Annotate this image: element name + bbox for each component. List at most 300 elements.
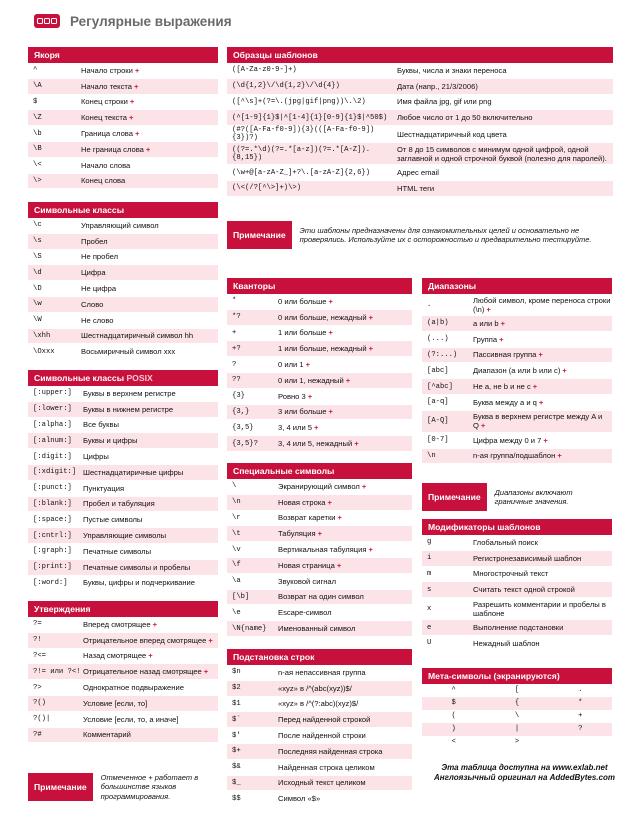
row-description xyxy=(83,387,218,399)
table-row xyxy=(422,636,612,652)
table-row xyxy=(422,620,612,636)
section-anchors xyxy=(28,47,218,189)
table-row xyxy=(227,558,412,574)
table-row xyxy=(227,665,412,681)
row-description xyxy=(278,327,412,339)
row-description-text: Именованный символ xyxy=(278,624,356,634)
table-row xyxy=(422,348,612,364)
row-description-text: Буквы в верхнем регистре xyxy=(83,388,176,398)
meta-char: + xyxy=(578,712,583,720)
section-patterns xyxy=(227,47,613,197)
plus-marker: + xyxy=(486,304,491,314)
row-key: \N{name} xyxy=(232,624,267,633)
row-description xyxy=(81,330,218,342)
table-row xyxy=(28,576,218,592)
note-plus xyxy=(28,773,218,801)
plus-marker: + xyxy=(337,513,342,523)
table-row xyxy=(227,744,412,760)
table-row xyxy=(28,449,218,465)
row-key: . xyxy=(427,300,432,309)
table-row xyxy=(227,590,412,606)
row-description-text: Новая строка xyxy=(278,497,326,507)
row-key: [:xdigit:] xyxy=(33,468,77,477)
row-description-text: Не граница слова xyxy=(81,144,144,154)
row-description-text: Цифра xyxy=(81,268,106,278)
row-key: \D xyxy=(33,284,42,293)
row-key: ?# xyxy=(33,730,42,739)
row-key: ?()| xyxy=(33,715,51,724)
row-key: (\w+@[a-zA-Z_]+?\.[a-zA-Z]{2,6}) xyxy=(232,168,371,177)
row-description-text: Глобальный поиск xyxy=(473,537,538,547)
section-title: Мета-символы (экранируются) xyxy=(422,668,612,684)
row-key: \A xyxy=(33,82,42,91)
note-ranges xyxy=(422,483,612,511)
row-description-text: Исходный текст целиком xyxy=(278,778,366,788)
row-key: ([A-Za-z0-9-]+) xyxy=(232,66,297,75)
row-description xyxy=(473,349,612,361)
table-row xyxy=(28,512,218,528)
table-row xyxy=(227,436,412,452)
row-description xyxy=(81,112,218,124)
meta-char: \ xyxy=(514,712,520,720)
row-description xyxy=(81,80,218,92)
row-description xyxy=(397,80,613,92)
meta-char: . xyxy=(578,686,583,694)
meta-char: ? xyxy=(549,723,612,736)
row-description xyxy=(473,411,612,432)
row-description-text: Граница слова xyxy=(81,129,133,139)
row-description xyxy=(473,552,612,564)
table-row xyxy=(227,420,412,436)
row-key: (...) xyxy=(427,335,449,344)
row-key: {3} xyxy=(232,392,245,401)
section-assertions xyxy=(28,601,218,743)
row-key: [:graph:] xyxy=(33,547,72,556)
table-row xyxy=(28,696,218,712)
row-description-text: После найденной строки xyxy=(278,731,366,741)
section-ranges xyxy=(422,278,612,464)
row-description xyxy=(278,311,412,323)
row-description-text: «xyz» в /^(abc(xyz))$/ xyxy=(278,683,352,693)
page-title: Регулярные выражения xyxy=(70,13,232,29)
row-key: [:blank:] xyxy=(33,499,72,508)
plus-marker: + xyxy=(328,296,333,306)
row-description xyxy=(83,561,218,573)
table-row xyxy=(227,95,613,111)
row-description-text: Символ «$» xyxy=(278,794,321,804)
row-key: {3,5}? xyxy=(232,439,258,448)
row-description xyxy=(83,682,218,694)
table-row xyxy=(28,265,218,281)
note-text: Эти шаблоны предназначены для ознакомительных целей и основательно не проверялись. Используйте их с осторожностью и предварительно тестируйте. xyxy=(299,225,592,244)
row-description xyxy=(278,528,412,540)
row-description-text: Любой символ, кроме переноса строки (\n) xyxy=(473,295,611,314)
note-label: Примечание xyxy=(28,773,93,801)
row-description xyxy=(81,128,218,140)
row-description-text: Восьмиричный символ xxx xyxy=(81,347,176,357)
row-description xyxy=(397,182,613,194)
row-description-text: Управляющие символы xyxy=(83,531,167,541)
row-description-text: Перед найденной строкой xyxy=(278,715,371,725)
row-key: (\<(/?[^\>]+)\>) xyxy=(232,184,302,193)
row-description-text: Условие [если, то, а иначе] xyxy=(83,714,179,724)
plus-marker: + xyxy=(543,435,548,445)
row-description-text: Пустые символы xyxy=(83,515,143,525)
row-description xyxy=(83,713,218,725)
row-key: \S xyxy=(33,252,42,261)
table-row xyxy=(227,760,412,776)
row-description-text: Регистронезависимый шаблон xyxy=(473,553,582,563)
plus-marker: + xyxy=(305,360,311,370)
row-key: s xyxy=(427,585,432,594)
row-description xyxy=(83,666,218,678)
table-row xyxy=(28,79,218,95)
row-key: ?<= xyxy=(33,651,46,660)
row-description-text: Пробел xyxy=(81,236,108,246)
row-key: ? xyxy=(232,360,237,369)
plus-marker: + xyxy=(145,144,151,154)
row-description xyxy=(397,112,613,124)
row-description xyxy=(397,167,613,179)
row-description-text: Слово xyxy=(81,299,104,309)
table-row xyxy=(28,497,218,513)
section-title-suffix: POSIX xyxy=(126,373,153,383)
table-row xyxy=(28,649,218,665)
row-key: {3,5} xyxy=(232,423,254,432)
row-key: \r xyxy=(232,513,241,522)
section-posix-classes xyxy=(28,370,218,591)
section-title-text: Модификаторы шаблонов xyxy=(428,522,541,532)
row-key: m xyxy=(427,569,432,578)
row-key: *? xyxy=(232,313,241,322)
row-description xyxy=(81,175,218,187)
row-description xyxy=(83,419,218,431)
row-description xyxy=(278,295,412,307)
meta-char: > xyxy=(514,738,520,746)
logo-icon xyxy=(34,14,60,28)
plus-marker: + xyxy=(500,318,506,328)
table-row xyxy=(227,63,613,79)
row-key: e xyxy=(427,623,432,632)
section-title xyxy=(227,649,412,665)
section-title xyxy=(422,519,612,535)
row-description-text: Табуляция xyxy=(278,529,316,539)
row-description xyxy=(278,575,412,587)
table-row xyxy=(227,526,412,542)
row-description-text: Начало слова xyxy=(81,160,131,170)
row-description-text: Нежадный шаблон xyxy=(473,638,540,648)
table-row xyxy=(422,433,612,449)
header xyxy=(34,10,232,32)
row-key: $1 xyxy=(232,699,241,708)
table-row xyxy=(28,560,218,576)
row-key: \d xyxy=(33,268,42,277)
row-description xyxy=(278,666,412,678)
row-key: [:punct:] xyxy=(33,484,72,493)
row-description xyxy=(83,530,218,542)
table-row xyxy=(227,712,412,728)
row-key: \> xyxy=(33,176,42,185)
table-row xyxy=(28,402,218,418)
table-row xyxy=(422,316,612,332)
table-row xyxy=(227,479,412,495)
meta-char: ^ xyxy=(451,686,456,694)
row-description-text: Найденная строка целиком xyxy=(278,762,375,772)
row-description-text: Однократное подвыражение xyxy=(83,683,184,693)
row-key: \v xyxy=(232,545,241,554)
row-description-text: Пробел и табуляция xyxy=(83,499,155,509)
row-description xyxy=(81,283,218,295)
plus-marker: + xyxy=(314,423,319,433)
row-key: [:alpha:] xyxy=(33,420,72,429)
row-key: [:alnum:] xyxy=(33,436,72,445)
row-description xyxy=(81,159,218,171)
row-description xyxy=(83,435,218,447)
row-description-text: Escape-символ xyxy=(278,608,332,618)
row-key: \< xyxy=(33,161,42,170)
row-description-text: Шестнадцатиричный код цвета xyxy=(397,129,507,139)
row-description-text: «xyz» в /^(?:abc)(xyz)$/ xyxy=(278,699,359,709)
row-key: \n xyxy=(232,498,241,507)
row-description xyxy=(397,96,613,108)
table-row xyxy=(28,174,218,190)
table-row xyxy=(28,297,218,313)
row-description-text: Условие [если, то] xyxy=(83,698,148,708)
plus-marker: + xyxy=(345,375,351,385)
row-description-text: Начало строки xyxy=(81,65,133,75)
table-row xyxy=(227,341,412,357)
row-description-text: Печатные символы и пробелы xyxy=(83,562,191,572)
row-description-text: Новая страница xyxy=(278,560,335,570)
row-description-text: Конец слова xyxy=(81,176,126,186)
plus-marker: + xyxy=(336,560,342,570)
row-description xyxy=(278,390,412,402)
row-key: \f xyxy=(232,561,241,570)
row-key: [^abc] xyxy=(427,382,453,391)
row-description xyxy=(81,64,218,76)
meta-grid xyxy=(422,684,612,749)
row-key: ?> xyxy=(33,683,42,692)
row-description-text: Все буквы xyxy=(83,420,119,430)
row-description-text: Не слово xyxy=(81,315,114,325)
table-row xyxy=(227,621,412,637)
row-key: (#?([A-Fa-f0-9]){3}(([A-Fa-f0-9]){3})?) xyxy=(232,126,375,143)
row-description xyxy=(278,623,412,635)
row-description-text: Вперед смотрящее xyxy=(83,619,151,629)
table-row xyxy=(227,605,412,621)
row-description xyxy=(278,422,412,434)
table-row xyxy=(227,373,412,389)
row-description-text: Пассивная группа xyxy=(473,350,537,360)
plus-marker: + xyxy=(134,81,139,91)
row-description-text: Дата (напр., 21/3/2006) xyxy=(397,81,478,91)
table-row xyxy=(28,680,218,696)
section-title-text: Утверждения xyxy=(34,604,91,614)
row-key: $_ xyxy=(232,778,241,787)
table-row xyxy=(28,158,218,174)
section-quantifiers xyxy=(227,278,412,452)
table-row xyxy=(28,63,218,79)
row-key: (\d{1,2}\/\d{1,2}\/\d{4}) xyxy=(232,82,340,91)
row-key: \B xyxy=(33,145,42,154)
table-row xyxy=(227,542,412,558)
table-row xyxy=(28,712,218,728)
row-description-text: Комментарий xyxy=(83,730,131,740)
row-key: \Oxxx xyxy=(33,347,55,356)
row-key: [\b] xyxy=(232,592,250,601)
table-row xyxy=(227,165,613,181)
row-key: $& xyxy=(232,763,241,772)
table-row xyxy=(28,617,218,633)
table-row xyxy=(28,528,218,544)
row-description xyxy=(278,544,412,556)
row-description xyxy=(83,697,218,709)
note-label: Примечание xyxy=(227,221,292,249)
plus-marker: + xyxy=(152,619,158,629)
meta-char: ) xyxy=(422,723,485,736)
row-description xyxy=(83,514,218,526)
plus-marker: + xyxy=(129,97,135,107)
section-special-characters xyxy=(227,463,412,637)
row-key: (^[1-9]{1}$|^[1-4]{1}[0-9]{1}$|^50$) xyxy=(232,113,388,122)
meta-char: $ xyxy=(422,697,485,710)
table-row xyxy=(227,126,613,143)
section-pattern-modifiers xyxy=(422,519,612,652)
footer xyxy=(422,763,627,783)
row-description-text: 0 или больше xyxy=(278,296,327,306)
row-description-text: 3, 4 или 5 xyxy=(278,423,313,433)
row-description-text: Цифра между 0 и 7 xyxy=(473,435,542,445)
row-key: $$ xyxy=(232,794,241,803)
table-row xyxy=(28,250,218,266)
row-description-text: 0 или больше, нежадный xyxy=(278,312,367,322)
table-row xyxy=(227,326,412,342)
row-key: \Z xyxy=(33,113,42,122)
table-row xyxy=(28,344,218,360)
section-title-text: Специальные символы xyxy=(233,466,335,476)
row-key: \b xyxy=(33,129,42,138)
plus-marker: + xyxy=(538,397,544,407)
row-key: \c xyxy=(33,221,42,230)
table-row xyxy=(227,294,412,310)
row-key: + xyxy=(232,328,237,337)
row-description xyxy=(473,396,612,408)
row-description-text: Считать текст одной строкой xyxy=(473,585,575,595)
row-description-text: Ровно 3 xyxy=(278,391,306,401)
table-row xyxy=(227,110,613,126)
plus-marker: + xyxy=(368,344,374,354)
meta-char: ( xyxy=(451,712,456,720)
row-description xyxy=(81,219,218,231)
row-description xyxy=(83,482,218,494)
table-row xyxy=(28,234,218,250)
meta-char xyxy=(549,736,612,749)
row-description-text: Буквы в нижнем регистре xyxy=(83,404,174,414)
row-description xyxy=(397,64,613,76)
plus-marker: + xyxy=(203,667,209,677)
table-row xyxy=(227,776,412,792)
row-key: ?! xyxy=(33,636,42,645)
row-description-text: Шестнадцатиричные цифры xyxy=(83,467,184,477)
table-row xyxy=(227,79,613,95)
row-description xyxy=(278,591,412,603)
table-row xyxy=(227,511,412,527)
row-key: [:digit:] xyxy=(33,452,72,461)
table-row xyxy=(227,681,412,697)
plus-marker: + xyxy=(208,635,213,645)
row-description-text: Конец строки xyxy=(81,97,128,107)
row-key: {3,} xyxy=(232,407,250,416)
row-key: $' xyxy=(232,731,241,740)
row-description xyxy=(473,598,612,619)
row-description-text: Адрес email xyxy=(397,168,439,178)
row-description xyxy=(278,438,412,450)
table-row xyxy=(227,791,412,807)
table-row xyxy=(28,633,218,649)
table-row xyxy=(28,418,218,434)
row-description xyxy=(278,730,412,742)
row-key: [:print:] xyxy=(33,563,72,572)
row-key: * xyxy=(232,297,237,306)
plus-marker: + xyxy=(134,129,140,139)
table-row xyxy=(227,697,412,713)
row-description xyxy=(278,480,412,492)
row-description xyxy=(473,294,612,315)
row-key: i xyxy=(427,554,432,563)
row-description xyxy=(473,622,612,634)
plus-marker: + xyxy=(128,113,134,123)
row-key: (?:...) xyxy=(427,350,458,359)
row-description xyxy=(278,607,412,619)
meta-char: | xyxy=(485,723,548,736)
row-description-text: 0 или 1 xyxy=(278,360,304,370)
row-description xyxy=(278,761,412,773)
row-key: \xhh xyxy=(33,331,51,340)
row-description-text: Цифры xyxy=(83,452,109,462)
row-description xyxy=(278,374,412,386)
row-key: ?? xyxy=(232,376,241,385)
note-patterns xyxy=(227,221,613,249)
table-row xyxy=(28,728,218,744)
section-title-text: Подстановка строк xyxy=(233,652,315,662)
row-description xyxy=(473,584,612,596)
row-description xyxy=(81,298,218,310)
section-title xyxy=(28,370,218,386)
row-description-text: Диапазон (a или b или c) xyxy=(473,366,561,376)
plus-marker: + xyxy=(532,382,538,392)
row-description xyxy=(473,450,612,462)
row-key: $n xyxy=(232,668,241,677)
row-description xyxy=(278,745,412,757)
row-description-text: Не пробел xyxy=(81,252,119,262)
table-row xyxy=(422,332,612,348)
section-meta-characters xyxy=(422,668,612,749)
row-description-text: 3 или больше xyxy=(278,407,327,417)
row-description-text: Выполнение подстановки xyxy=(473,623,564,633)
row-description xyxy=(278,714,412,726)
row-description-text: HTML теги xyxy=(397,183,435,193)
row-description xyxy=(83,650,218,662)
row-description xyxy=(278,496,412,508)
row-description xyxy=(83,729,218,741)
row-description-text: Не a, не b и не c xyxy=(473,382,531,392)
row-description-text: Конец текста xyxy=(81,113,127,123)
row-description-text: 3, 4 или 5, нежадный xyxy=(278,439,353,449)
row-description-text: a или b xyxy=(473,318,499,328)
row-key: ^ xyxy=(33,66,38,75)
table-row xyxy=(28,218,218,234)
row-description xyxy=(473,333,612,345)
